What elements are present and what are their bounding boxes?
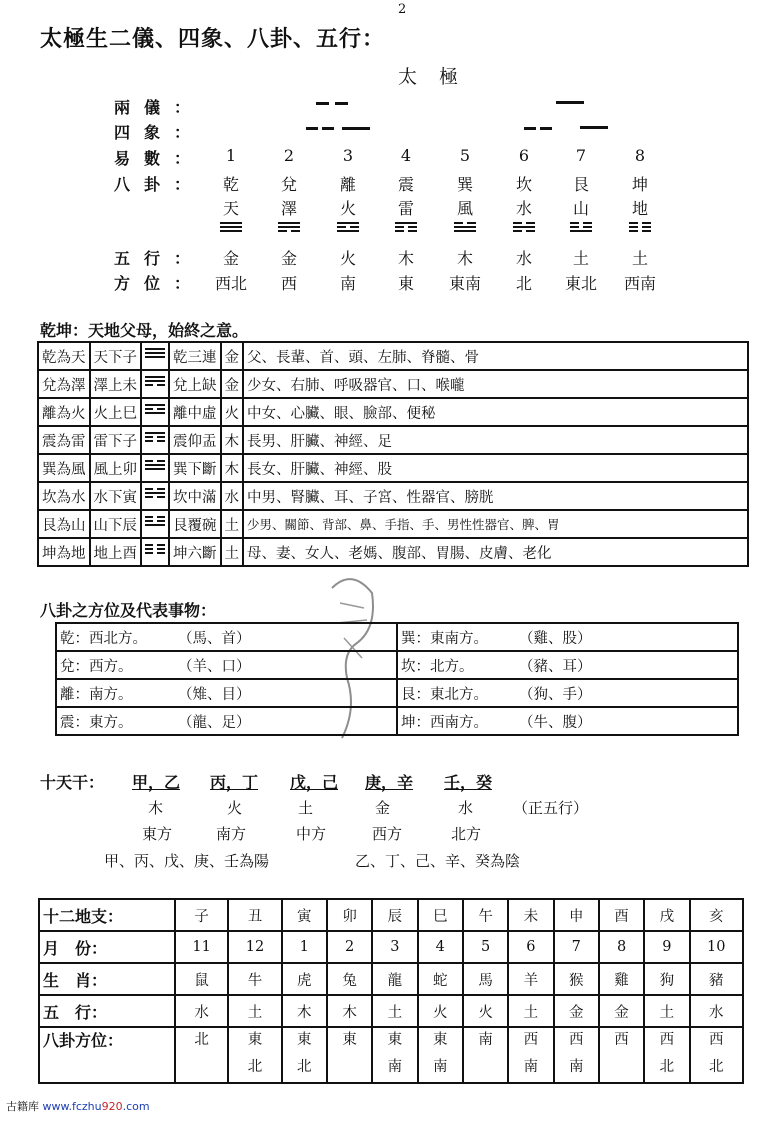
trigram-icon [145, 544, 165, 556]
cell-elements: 水 [690, 995, 743, 1027]
trigram-element: 火 [339, 249, 356, 268]
footer-url-suffix: .com [122, 1100, 150, 1113]
bagua-direction-heading: 八卦之方位及代表事物： [40, 601, 217, 620]
cell-elements: 火 [463, 995, 508, 1027]
cell-c: 離中虛 [169, 398, 221, 426]
cell-zodiac: 狗 [644, 963, 689, 995]
direction-left [56, 707, 397, 735]
table-row [38, 454, 748, 482]
cell-b: 水下寅 [90, 482, 142, 510]
cell-branches: 午 [463, 899, 508, 931]
cell-elements: 火 [418, 995, 463, 1027]
direction-line: 北 [247, 1059, 263, 1075]
table-row [56, 651, 738, 679]
direction-text: 艮：東北方。 [401, 686, 488, 703]
cell-branches: 申 [554, 899, 599, 931]
cell-months: 6 [508, 931, 553, 963]
cell-a: 艮為山 [38, 510, 90, 538]
cell-trigram [141, 454, 169, 482]
cell-elements: 木 [282, 995, 327, 1027]
cell-d: 土 [221, 538, 244, 566]
cell-elements: 土 [644, 995, 689, 1027]
trigram-name: 兌 [280, 175, 297, 194]
direction-line: 東 [387, 1032, 403, 1048]
table-row [56, 623, 738, 651]
trigram-num: 7 [575, 146, 587, 165]
page-title: 太極生二儀、四象、八卦、五行： [40, 26, 386, 52]
tiangan-label: 十天干： [40, 773, 105, 792]
direction-text: 離：南方。 [60, 686, 133, 703]
cell-zodiac: 豬 [690, 963, 743, 995]
trigram-nature: 山 [572, 199, 589, 218]
yin-line-icon [306, 127, 334, 130]
trigram-icon [145, 432, 165, 444]
fangwei-label: 方位： [114, 274, 205, 293]
direction-text: 乾：西北方。 [60, 630, 147, 647]
table-row [38, 370, 748, 398]
trigram-nature: 水 [515, 199, 532, 218]
trigram-num: 3 [342, 146, 354, 165]
table-row [38, 342, 748, 370]
cell-b: 天下子 [90, 342, 142, 370]
stem-pair: 庚，辛 [365, 773, 414, 792]
cell-branches: 未 [508, 899, 553, 931]
cell-a: 巽為風 [38, 454, 90, 482]
trigram-element: 金 [280, 249, 297, 268]
cell-trigram [141, 370, 169, 398]
cell-e: 少女、右肺、呼吸器官、口、喉嚨 [243, 370, 748, 398]
stem-direction: 東方 [142, 825, 173, 843]
table-row [39, 931, 743, 963]
cell-c: 巽下斷 [169, 454, 221, 482]
cell-b: 火上巳 [90, 398, 142, 426]
cell-months: 7 [554, 931, 599, 963]
row-header: 八卦方位： [39, 1027, 175, 1083]
table-row [39, 1027, 743, 1083]
direction-line: 北 [194, 1032, 209, 1048]
cell-elements: 土 [508, 995, 553, 1027]
cell-branches: 酉 [599, 899, 644, 931]
cell-e: 長男、肝臟、神經、足 [243, 426, 748, 454]
cell-months: 2 [327, 931, 372, 963]
trigram-nature: 地 [631, 199, 648, 218]
taiji-label: 太極 [398, 66, 481, 88]
qiankun-heading: 乾坤：天地父母，始終之意。 [40, 321, 249, 340]
footer-watermark [6, 1098, 150, 1114]
cell-branches: 丑 [228, 899, 281, 931]
direction-left [56, 679, 397, 707]
trigram-direction: 東北 [564, 274, 597, 293]
table-row [38, 398, 748, 426]
trigram-element: 木 [456, 249, 473, 268]
trigram-correspondence-table [37, 341, 749, 567]
cell-zodiac: 兔 [327, 963, 372, 995]
stem-element: 金 [375, 799, 391, 817]
trigram-icon [570, 222, 592, 234]
trigram-nature: 風 [456, 199, 473, 218]
cell-trigram [141, 538, 169, 566]
footer-site: 古籍库 [6, 1100, 39, 1113]
trigram-element: 土 [631, 249, 648, 268]
direction-line: 西 [568, 1032, 584, 1048]
stem-direction: 西方 [372, 825, 403, 843]
trigram-direction: 西南 [623, 274, 656, 293]
cell-directions [690, 1027, 743, 1083]
trigram-icon [395, 222, 417, 234]
elements-note: （正五行） [513, 799, 589, 817]
direction-symbols: （羊、口） [178, 658, 251, 675]
trigram-icon [337, 222, 359, 234]
trigram-name: 離 [339, 175, 356, 194]
row-header: 五 行： [39, 995, 175, 1027]
table-row [38, 426, 748, 454]
trigram-nature: 雷 [397, 199, 414, 218]
cell-e: 長女、肝臟、神經、股 [243, 454, 748, 482]
yang-stems: 甲、丙、戊、庚、壬為陽 [104, 852, 270, 870]
trigram-icon [629, 222, 651, 234]
yang-line-icon [342, 127, 370, 130]
cell-months: 11 [175, 931, 228, 963]
trigram-direction: 東 [397, 274, 414, 293]
cell-months: 3 [372, 931, 417, 963]
trigram-icon [278, 222, 300, 234]
direction-left [56, 623, 397, 651]
wuxing-label: 五行： [114, 249, 205, 268]
cell-directions [228, 1027, 281, 1083]
cell-c: 艮覆碗 [169, 510, 221, 538]
cell-months: 4 [418, 931, 463, 963]
stem-pair: 丙，丁 [210, 773, 259, 792]
direction-line: 南 [432, 1059, 448, 1075]
direction-line: 北 [659, 1059, 675, 1075]
trigram-element: 金 [222, 249, 239, 268]
cell-e: 父、長輩、首、頭、左肺、脊髓、骨 [243, 342, 748, 370]
cell-a: 坎為水 [38, 482, 90, 510]
direction-line: 南 [568, 1059, 584, 1075]
direction-line: 東 [247, 1032, 263, 1048]
trigram-name: 艮 [572, 175, 589, 194]
direction-line: 東 [297, 1032, 312, 1048]
cell-elements: 金 [554, 995, 599, 1027]
cell-directions [508, 1027, 553, 1083]
direction-text: 坤：西南方。 [401, 714, 488, 731]
earthly-branches-table [38, 898, 744, 1084]
yin-line-icon [316, 102, 348, 105]
trigram-num: 2 [283, 146, 295, 165]
stem-pair: 甲，乙 [132, 773, 181, 792]
stem-direction: 中方 [296, 825, 327, 843]
trigram-direction: 西 [280, 274, 297, 293]
cell-b: 山下辰 [90, 510, 142, 538]
cell-zodiac: 虎 [282, 963, 327, 995]
trigram-name: 坤 [631, 175, 648, 194]
cell-zodiac: 猴 [554, 963, 599, 995]
trigram-num: 4 [400, 146, 412, 165]
cell-zodiac: 馬 [463, 963, 508, 995]
cell-d: 火 [221, 398, 244, 426]
cell-branches: 寅 [282, 899, 327, 931]
trigram-icon [454, 222, 476, 234]
table-row [38, 538, 748, 566]
table-row [39, 963, 743, 995]
trigram-num: 6 [518, 146, 530, 165]
direction-right [397, 707, 738, 735]
liangyi-label: 兩儀： [114, 98, 205, 117]
trigram-icon [145, 404, 165, 416]
direction-left [56, 651, 397, 679]
cell-branches: 辰 [372, 899, 417, 931]
cell-zodiac: 龍 [372, 963, 417, 995]
cell-e: 少男、關節、背部、鼻、手指、手、男性性器官、脾、胃 [243, 510, 748, 538]
yin-stems: 乙、丁、己、辛、癸為陰 [355, 852, 521, 870]
stem-pair: 壬，癸 [444, 773, 493, 792]
direction-line: 西 [659, 1032, 675, 1048]
cell-a: 離為火 [38, 398, 90, 426]
cell-e: 中男、腎臟、耳、子宮、性器官、膀胱 [243, 482, 748, 510]
cell-d: 金 [221, 370, 244, 398]
cell-b: 澤上未 [90, 370, 142, 398]
stem-direction: 南方 [216, 825, 247, 843]
table-row [56, 707, 738, 735]
yishu-label: 易數： [114, 149, 205, 168]
trigram-nature: 澤 [280, 199, 297, 218]
trigram-name: 巽 [456, 175, 473, 194]
direction-line: 西 [614, 1032, 629, 1048]
row-header: 十二地支： [39, 899, 175, 931]
sixiang-label: 四象： [114, 123, 205, 142]
cell-a: 兌為澤 [38, 370, 90, 398]
cell-months: 12 [228, 931, 281, 963]
trigram-direction: 西北 [214, 274, 247, 293]
footer-url-num: 920 [101, 1100, 123, 1113]
direction-line: 南 [478, 1032, 493, 1048]
direction-line: 北 [709, 1059, 724, 1075]
cell-c: 坤六斷 [169, 538, 221, 566]
direction-text: 兌：西方。 [60, 658, 133, 675]
cell-a: 震為雷 [38, 426, 90, 454]
trigram-direction: 東南 [448, 274, 481, 293]
cell-a: 坤為地 [38, 538, 90, 566]
cell-branches: 亥 [690, 899, 743, 931]
cell-elements: 木 [327, 995, 372, 1027]
cell-trigram [141, 426, 169, 454]
cell-directions [175, 1027, 228, 1083]
table-row [38, 510, 748, 538]
cell-directions [463, 1027, 508, 1083]
yin-line-icon [524, 127, 552, 130]
cell-branches: 卯 [327, 899, 372, 931]
footer-url-prefix: www.fczhu [42, 1100, 102, 1113]
cell-elements: 土 [228, 995, 281, 1027]
bagua-label: 八卦： [114, 175, 205, 194]
cell-months: 10 [690, 931, 743, 963]
trigram-icon [220, 222, 242, 234]
trigram-direction: 北 [515, 274, 532, 293]
cell-zodiac: 牛 [228, 963, 281, 995]
cell-directions [418, 1027, 463, 1083]
trigram-num: 8 [634, 146, 646, 165]
direction-symbols: （馬、首） [178, 630, 251, 647]
trigram-num: 5 [459, 146, 471, 165]
cell-d: 土 [221, 510, 244, 538]
cell-directions [372, 1027, 417, 1083]
trigram-icon [145, 488, 165, 500]
trigram-num: 1 [225, 146, 237, 165]
trigram-nature: 天 [222, 199, 239, 218]
cell-e: 中女、心臟、眼、臉部、便秘 [243, 398, 748, 426]
stem-element: 火 [227, 799, 243, 817]
direction-right [397, 679, 738, 707]
cell-branches: 子 [175, 899, 228, 931]
cell-b: 雷下子 [90, 426, 142, 454]
direction-symbols: （狗、手） [519, 686, 592, 703]
cell-a: 乾為天 [38, 342, 90, 370]
cell-directions [282, 1027, 327, 1083]
cell-e: 母、妻、女人、老媽、腹部、胃腸、皮膚、老化 [243, 538, 748, 566]
cell-branches: 巳 [418, 899, 463, 931]
cell-c: 乾三連 [169, 342, 221, 370]
cell-months: 5 [463, 931, 508, 963]
cell-directions [554, 1027, 599, 1083]
yang-line-icon [556, 101, 584, 104]
trigram-name: 乾 [222, 175, 239, 194]
cell-d: 水 [221, 482, 244, 510]
stem-element: 木 [148, 799, 164, 817]
cell-c: 震仰盂 [169, 426, 221, 454]
trigram-direction: 南 [339, 274, 356, 293]
trigram-icon [145, 516, 165, 528]
cell-zodiac: 鼠 [175, 963, 228, 995]
cell-directions [644, 1027, 689, 1083]
trigram-icon [145, 376, 165, 388]
direction-line: 西 [523, 1032, 539, 1048]
cell-months: 8 [599, 931, 644, 963]
stem-direction: 北方 [451, 825, 482, 843]
direction-symbols: （雞、股） [519, 630, 592, 647]
direction-line: 東 [432, 1032, 448, 1048]
trigram-name: 坎 [515, 175, 532, 194]
page-number: 2 [398, 2, 407, 17]
trigram-nature: 火 [339, 199, 356, 218]
cell-trigram [141, 398, 169, 426]
cell-b: 風上卯 [90, 454, 142, 482]
cell-elements: 土 [372, 995, 417, 1027]
cell-months: 1 [282, 931, 327, 963]
cell-branches: 戌 [644, 899, 689, 931]
direction-text: 坎：北方。 [401, 658, 474, 675]
cell-directions [599, 1027, 644, 1083]
cell-trigram [141, 482, 169, 510]
direction-line: 北 [297, 1059, 312, 1075]
direction-right [397, 623, 738, 651]
trigram-element: 土 [572, 249, 589, 268]
trigram-element: 水 [515, 249, 532, 268]
direction-right [397, 651, 738, 679]
stem-element: 土 [298, 799, 314, 817]
cell-directions [327, 1027, 372, 1083]
trigram-name: 震 [397, 175, 414, 194]
trigram-icon [145, 460, 165, 472]
direction-symbols: （牛、腹） [519, 714, 592, 731]
cell-d: 木 [221, 426, 244, 454]
cell-d: 金 [221, 342, 244, 370]
cell-zodiac: 羊 [508, 963, 553, 995]
cell-c: 坎中滿 [169, 482, 221, 510]
table-row [39, 995, 743, 1027]
direction-text: 巽：東南方。 [401, 630, 488, 647]
direction-symbols: （豬、耳） [519, 658, 592, 675]
table-row [38, 482, 748, 510]
cell-trigram [141, 510, 169, 538]
direction-text: 震：東方。 [60, 714, 133, 731]
direction-line: 東 [342, 1032, 357, 1048]
cell-elements: 金 [599, 995, 644, 1027]
cell-months: 9 [644, 931, 689, 963]
cell-b: 地上酉 [90, 538, 142, 566]
direction-symbols: （雉、目） [178, 686, 251, 703]
row-header: 月 份： [39, 931, 175, 963]
trigram-icon [145, 348, 165, 360]
table-row [39, 899, 743, 931]
direction-line: 南 [387, 1059, 403, 1075]
trigram-icon [513, 222, 535, 234]
stem-element: 水 [458, 799, 474, 817]
bagua-direction-table [55, 622, 739, 736]
row-header: 生 肖： [39, 963, 175, 995]
direction-line: 南 [523, 1059, 539, 1075]
cell-zodiac: 雞 [599, 963, 644, 995]
cell-trigram [141, 342, 169, 370]
cell-c: 兌上缺 [169, 370, 221, 398]
stem-pair: 戊，己 [290, 773, 339, 792]
table-row [56, 679, 738, 707]
trigram-element: 木 [397, 249, 414, 268]
direction-symbols: （龍、足） [178, 714, 251, 731]
direction-line: 西 [709, 1032, 724, 1048]
cell-elements: 水 [175, 995, 228, 1027]
cell-d: 木 [221, 454, 244, 482]
yang-line-icon [580, 126, 608, 129]
cell-zodiac: 蛇 [418, 963, 463, 995]
